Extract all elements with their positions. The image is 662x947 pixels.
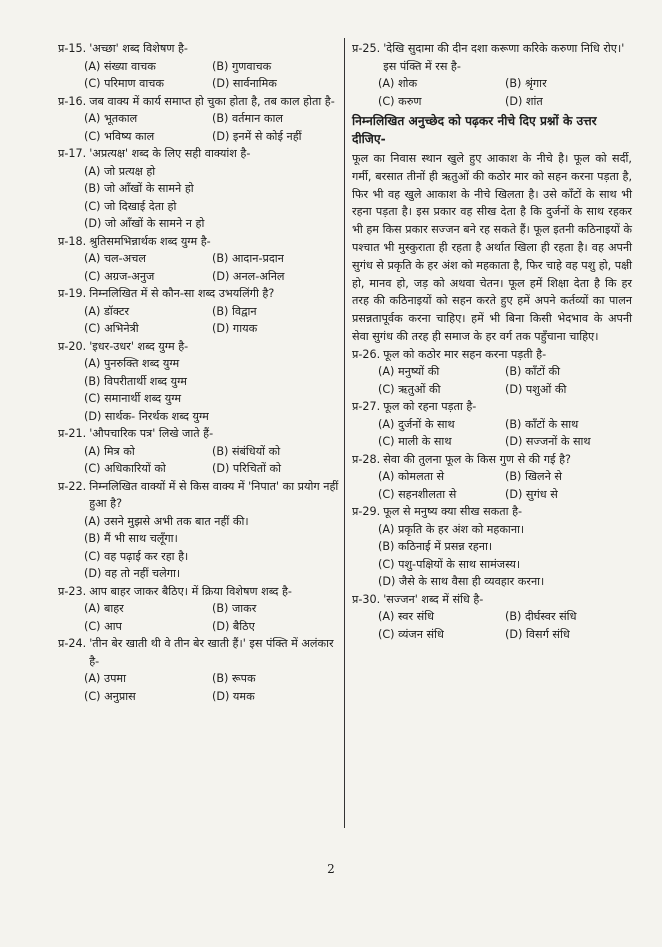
- answer-option: (A) दुर्जनों के साथ: [378, 417, 455, 431]
- question-text: आप बाहर जाकर बैठिए। में क्रिया विशेषण शब्द है-: [89, 584, 292, 598]
- question-number: प्र-17.: [58, 147, 87, 160]
- question-number: प्र-21.: [58, 427, 87, 440]
- answer-option: (C) जो दिखाई देता हो: [84, 199, 177, 213]
- options-list: [58, 513, 340, 583]
- options-list: [58, 58, 340, 93]
- answer-option: (D) अनल-अनिल: [212, 269, 285, 283]
- question-stem: [58, 478, 340, 513]
- question-number: प्र-20.: [58, 339, 87, 353]
- answer-option: (B) आदान-प्रदान: [212, 252, 284, 265]
- question-number: प्र-26.: [352, 347, 381, 361]
- question-text: 'देखि सुदामा की दीन दशा करूणा करिके करुणा निधि रोए।' इस पंक्ति में रस है-: [383, 42, 625, 73]
- answer-option: (A) भूतकाल: [84, 112, 138, 125]
- question-number: प्र-18.: [58, 234, 87, 248]
- answer-option: (D) परिचितों को: [212, 462, 282, 475]
- question-stem: [352, 346, 632, 364]
- question-text: श्रुतिसमभिन्नार्थक शब्द युग्म है-: [89, 234, 211, 248]
- question-text: 'इधर-उधर' शब्द युग्म है-: [89, 339, 189, 353]
- options-list: [58, 250, 340, 285]
- options-list: [58, 443, 340, 478]
- options-list: [58, 670, 340, 705]
- answer-option: (B) संबंधियों को: [212, 444, 281, 458]
- question-stem: [58, 583, 340, 601]
- question-number: प्र-15.: [58, 42, 87, 55]
- answer-option: (B) मैं भी साथ चलूँगा।: [84, 532, 178, 545]
- answer-option: (B) श्रृंगार: [505, 77, 547, 90]
- question-text: 'अप्रत्यक्ष' शब्द के लिए सही वाक्यांश है-: [89, 147, 251, 160]
- page-number: 2: [327, 862, 335, 876]
- question-block: [58, 583, 340, 636]
- answer-option: (A) उसने मुझसे अभी तक बात नहीं की।: [84, 514, 249, 528]
- answer-option: (A) स्वर संधि: [378, 610, 434, 624]
- answer-option: (C) आप: [84, 619, 122, 633]
- answer-option: (D) यमक: [212, 689, 255, 703]
- question-stem: [352, 398, 632, 416]
- question-text: निम्नलिखित वाक्यों में से किस वाक्य में 'निपात' का प्रयोग नहीं हुआ है?: [89, 479, 339, 510]
- answer-option: (A) डॉक्टर: [84, 304, 130, 318]
- options-list: [58, 110, 340, 145]
- passage-questions: [352, 346, 632, 644]
- question-stem: [58, 425, 340, 443]
- question-block: [58, 478, 340, 583]
- answer-option: (D) वह तो नहीं चलेगा।: [84, 567, 181, 580]
- answer-option: (A) शोक: [378, 77, 418, 90]
- question-stem: [58, 285, 340, 303]
- question-block: [352, 503, 632, 591]
- answer-option: (D) बैठिए: [212, 619, 255, 633]
- answer-option: (C) परिमाण वाचक: [84, 77, 164, 90]
- answer-option: (C) ऋतुओं की: [378, 382, 441, 396]
- answer-option: (A) पुनरुक्ति शब्द युग्म: [84, 357, 180, 370]
- question-number: प्र-29.: [352, 505, 381, 519]
- question-number: प्र-27.: [352, 400, 381, 414]
- question-stem: [58, 145, 340, 163]
- answer-option: (B) कठिनाई में प्रसन्न रहना।: [378, 540, 493, 554]
- question-number: प्र-16.: [58, 94, 87, 108]
- question-block: [58, 93, 340, 146]
- answer-option: (B) जाकर: [212, 602, 257, 615]
- question-number: प्र-24.: [58, 637, 87, 650]
- answer-option: (D) सार्वनामिक: [212, 77, 277, 90]
- question-stem: [58, 635, 340, 670]
- answer-option: (C) समानार्थी शब्द युग्म: [84, 392, 182, 405]
- answer-option: (B) गुणवाचक: [212, 59, 272, 73]
- question-text: फूल से मनुष्य क्या सीख सकता है-: [383, 505, 523, 519]
- question-text: 'तीन बेर खाती थी वे तीन बेर खाती हैं।' इस पंक्ति में अलंकार है-: [89, 637, 334, 668]
- question-block: [58, 285, 340, 338]
- answer-option: (C) करुण: [378, 94, 422, 108]
- question-block: [58, 40, 340, 93]
- passage-heading: निम्नलिखित अनुच्छेद को पढ़कर नीचे दिए प्रश्नों के उत्तर दीजिए-: [352, 114, 597, 146]
- question-text: 'औपचारिक पत्र' लिखे जाते हैं-: [89, 427, 214, 440]
- options-list: [352, 75, 632, 110]
- answer-option: (B) विद्वान: [212, 304, 257, 318]
- question-text: फूल को रहना पड़ता है-: [383, 400, 477, 414]
- answer-option: (A) उपमा: [84, 672, 127, 685]
- answer-option: (B) विपरीतार्थी शब्द युग्म: [84, 374, 187, 388]
- options-list: [352, 468, 632, 503]
- question-number: प्र-19.: [58, 287, 87, 300]
- question-number: प्र-25.: [352, 42, 381, 55]
- question-block: [58, 145, 340, 233]
- question-text: फूल को कठोर मार सहन करना पड़ती है-: [383, 347, 547, 361]
- question-stem: [352, 40, 632, 75]
- question-stem: [58, 40, 340, 58]
- options-list: [352, 608, 632, 643]
- question-stem: [58, 93, 340, 111]
- options-list: [352, 521, 632, 591]
- answer-option: (D) विसर्ग संधि: [505, 627, 570, 641]
- answer-option: (B) वर्तमान काल: [212, 112, 283, 125]
- options-list: [352, 363, 632, 398]
- question-25-block: [352, 40, 632, 110]
- answer-option: (D) जैसे के साथ वैसा ही व्यवहार करना।: [378, 575, 545, 589]
- options-list: [58, 600, 340, 635]
- answer-option: (A) कोमलता से: [378, 470, 445, 484]
- answer-option: (A) बाहर: [84, 602, 124, 615]
- question-text: 'सज्जन' शब्द में संधि है-: [383, 592, 484, 606]
- question-text: जब वाक्य में कार्य समाप्त हो चुका होता है, तब काल होता है-: [89, 94, 335, 108]
- answer-option: (A) जो प्रत्यक्ष हो: [84, 164, 156, 178]
- question-text: निम्नलिखित में से कौन-सा शब्द उभयलिंगी है?: [89, 287, 275, 300]
- answer-option: (A) चल-अचल: [84, 252, 146, 265]
- question-stem: [58, 338, 340, 356]
- column-divider: [344, 38, 345, 828]
- question-block: [58, 338, 340, 426]
- answer-option: (C) वह पढ़ाई कर रहा है।: [84, 549, 189, 563]
- question-block: [352, 398, 632, 451]
- question-stem: [352, 503, 632, 521]
- answer-option: (D) सुगंध से: [505, 487, 558, 501]
- answer-option: (C) अधिकारियों को: [84, 462, 166, 475]
- answer-option: (D) इनमें से कोई नहीं: [212, 129, 302, 143]
- answer-option: (D) शांत: [505, 94, 543, 108]
- question-number: प्र-23.: [58, 584, 87, 598]
- answer-option: (C) व्यंजन संधि: [378, 627, 444, 641]
- passage-text: फूल का निवास स्थान खुले हुए आकाश के नीचे है। फूल को सर्दी, गर्मी, बरसात तीनों ही ऋतुओं की कठोर मार को सहन करना पड़ता है, फिर भी वह खुले आकाश के नीचे खिलता है। उसे काँटों के साथ भी रहना पड़ता है। इस प्रकार वह सीख देता है कि दुर्जनों के साथ रहकर भी हम किस प्रकार सज्जन बने रह सकते हैं। फूल इतनी कठिनाइयों के पश्चात भी मुस्कुराता ही रहता है अर्थात खिला ही रहता है। वह अपनी सुगंध से प्रकृति के हर अंश को महकाता है, फिर चाहे वह पशु हो, पक्षी हो, मानव हो, जड़ को अथवा चेतन। फूल हमें शिक्षा देता है कि हर तरह की कठिनाइयों को सहन करते हुए हमें अपने कर्तव्यों का पालन प्रसन्नतापूर्वक करना चाहिए। हमें भी बिना किसी भेदभाव के अपनी सेवा सुगंध की तरह ही समाज के हर वर्ग तक पहुँचाना चाहिए।: [352, 152, 632, 343]
- answer-option: (B) दीर्घस्वर संधि: [505, 610, 577, 624]
- question-stem: [58, 233, 340, 251]
- answer-option: (D) पशुओं की: [505, 382, 567, 396]
- answer-option: (B) खिलने से: [505, 470, 562, 484]
- options-list: [58, 355, 340, 425]
- answer-option: (B) रूपक: [212, 672, 256, 685]
- answer-option: (A) मित्र को: [84, 444, 135, 458]
- answer-option: (A) प्रकृति के हर अंश को महकाना।: [378, 522, 525, 536]
- question-number: प्र-28.: [352, 452, 381, 466]
- right-column: [352, 40, 632, 643]
- question-number: प्र-22.: [58, 479, 87, 493]
- question-block: [352, 346, 632, 399]
- question-block: [58, 425, 340, 478]
- answer-option: (B) काँटों के साथ: [505, 417, 579, 431]
- answer-option: (B) काँटों की: [505, 365, 561, 379]
- question-stem: [352, 451, 632, 469]
- answer-option: (C) अग्रज-अनुज: [84, 269, 155, 283]
- options-list: [58, 163, 340, 233]
- answer-option: (C) माली के साथ: [378, 435, 452, 449]
- answer-option: (D) गायक: [212, 322, 258, 335]
- answer-option: (D) सज्जनों के साथ: [505, 435, 591, 449]
- answer-option: (D) सार्थक- निरर्थक शब्द युग्म: [84, 409, 209, 423]
- question-text: 'अच्छा' शब्द विशेषण है-: [89, 42, 188, 55]
- question-block: [352, 451, 632, 504]
- answer-option: (C) सहनशीलता से: [378, 487, 457, 501]
- answer-option: (D) जो आँखों के सामने न हो: [84, 217, 205, 230]
- question-number: प्र-30.: [352, 592, 381, 606]
- answer-option: (A) संख्या वाचक: [84, 59, 156, 73]
- question-text: सेवा की तुलना फूल के किस गुण से की गई है?: [383, 452, 571, 466]
- answer-option: (C) अनुप्रास: [84, 689, 136, 703]
- question-stem: [352, 591, 632, 609]
- question-block: [352, 591, 632, 644]
- options-list: [352, 416, 632, 451]
- answer-option: (C) पशु-पक्षियों के साथ सामंजस्य।: [378, 557, 521, 571]
- left-column: [58, 40, 340, 705]
- answer-option: (C) अभिनेत्री: [84, 322, 139, 335]
- question-block: [58, 233, 340, 286]
- answer-option: (B) जो आँखों के सामने हो: [84, 182, 194, 195]
- answer-option: (A) मनुष्यों की: [378, 365, 440, 379]
- answer-option: (C) भविष्य काल: [84, 129, 155, 143]
- question-block: [58, 635, 340, 705]
- options-list: [58, 303, 340, 338]
- question-block: [352, 40, 632, 110]
